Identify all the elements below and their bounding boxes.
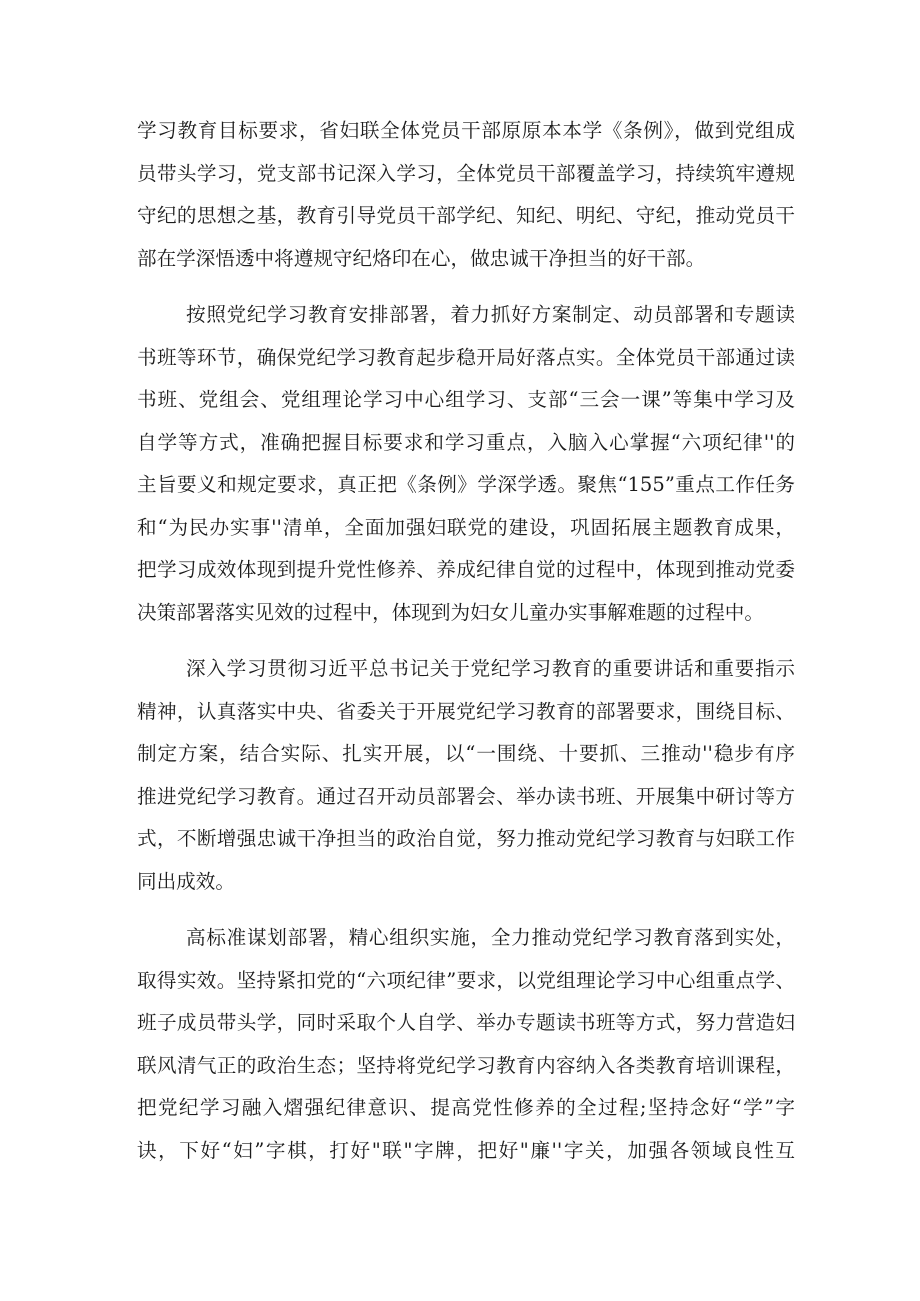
text-line: 诀，下好“妇”字棋，打好"联"字牌，把好"廉''字关，加强各领域良性互 bbox=[137, 1138, 795, 1162]
paragraph-3 bbox=[137, 648, 795, 903]
text-line: 高标准谋划部署，精心组织实施，全力推动党纪学习教育落到实处， bbox=[186, 926, 795, 949]
text-line: 同出成效。 bbox=[137, 869, 235, 893]
text-line: 书班、党组会、党组理论学习中心组学习、支部“三会一课”等集中学习及 bbox=[137, 388, 795, 411]
text-line: 班子成员带头学，同时采取个人自学、举办专题读书班等方式，努力营造妇 bbox=[137, 1011, 795, 1034]
text-line: 深入学习贯彻习近平总书记关于党纪学习教育的重要讲话和重要指示 bbox=[186, 657, 795, 680]
paragraph-2 bbox=[137, 294, 795, 634]
text-line: 式，不断增强忠诚干净担当的政治自觉，努力推动党纪学习教育与妇联工作 bbox=[137, 827, 795, 850]
text-line: 决策部署落实见效的过程中，体现到为妇女儿童办实事解难题的过程中。 bbox=[137, 600, 764, 624]
paragraph-4 bbox=[137, 917, 795, 1172]
text-line: 书班等环节，确保党纪学习教育起步稳开局好落点实。全体党员干部通过读 bbox=[137, 345, 795, 369]
body-text bbox=[137, 110, 795, 1172]
text-line: 和“为民办实事''清单，全面加强妇联党的建设，巩固拓展主题教育成果， bbox=[137, 515, 795, 539]
text-line: 按照党纪学习教育安排部署，着力抓好方案制定、动员部署和专题读 bbox=[186, 303, 795, 326]
text-line: 取得实效。坚持紧扣党的“六项纪律”要求，以党组理论学习中心组重点学、 bbox=[137, 968, 795, 992]
paragraph-1 bbox=[137, 110, 795, 280]
text-line: 学习教育目标要求，省妇联全体党员干部原原本本学《条例》，做到党组成 bbox=[137, 119, 795, 142]
text-line: 主旨要义和规定要求，真正把《条例》学深学透。聚焦“155”重点工作任务 bbox=[137, 473, 795, 496]
text-line: 制定方案，结合实际、扎实开展，以“一围绕、十要抓、三推动''稳步有序 bbox=[137, 742, 795, 765]
text-line: 员带头学习，党支部书记深入学习，全体党员干部覆盖学习，持续筑牢遵规 bbox=[137, 161, 795, 185]
text-line: 推进党纪学习教育。通过召开动员部署会、举办读书班、开展集中研讨等方 bbox=[137, 784, 795, 808]
text-line: 自学等方式，准确把握目标要求和学习重点，入脑入心掌握“六项纪律''的 bbox=[137, 430, 795, 454]
text-line: 精神，认真落实中央、省委关于开展党纪学习教育的部署要求，围绕目标、 bbox=[137, 699, 795, 723]
text-line: 守纪的思想之基，教育引导党员干部学纪、知纪、明纪、守纪，推动党员干 bbox=[137, 204, 795, 227]
text-line: 把党纪学习融入熠强纪律意识、提高党性修养的全过程;坚持念好“学”字 bbox=[137, 1096, 795, 1119]
text-line: 部在学深悟透中将遵规守纪烙印在心，做忠诚干净担当的好干部。 bbox=[137, 246, 706, 270]
text-line: 联风清气正的政治生态；坚持将党纪学习教育内容纳入各类教育培训课程， bbox=[137, 1053, 795, 1077]
text-line: 把学习成效体现到提升党性修养、养成纪律自觉的过程中，体现到推动党委 bbox=[137, 558, 795, 581]
